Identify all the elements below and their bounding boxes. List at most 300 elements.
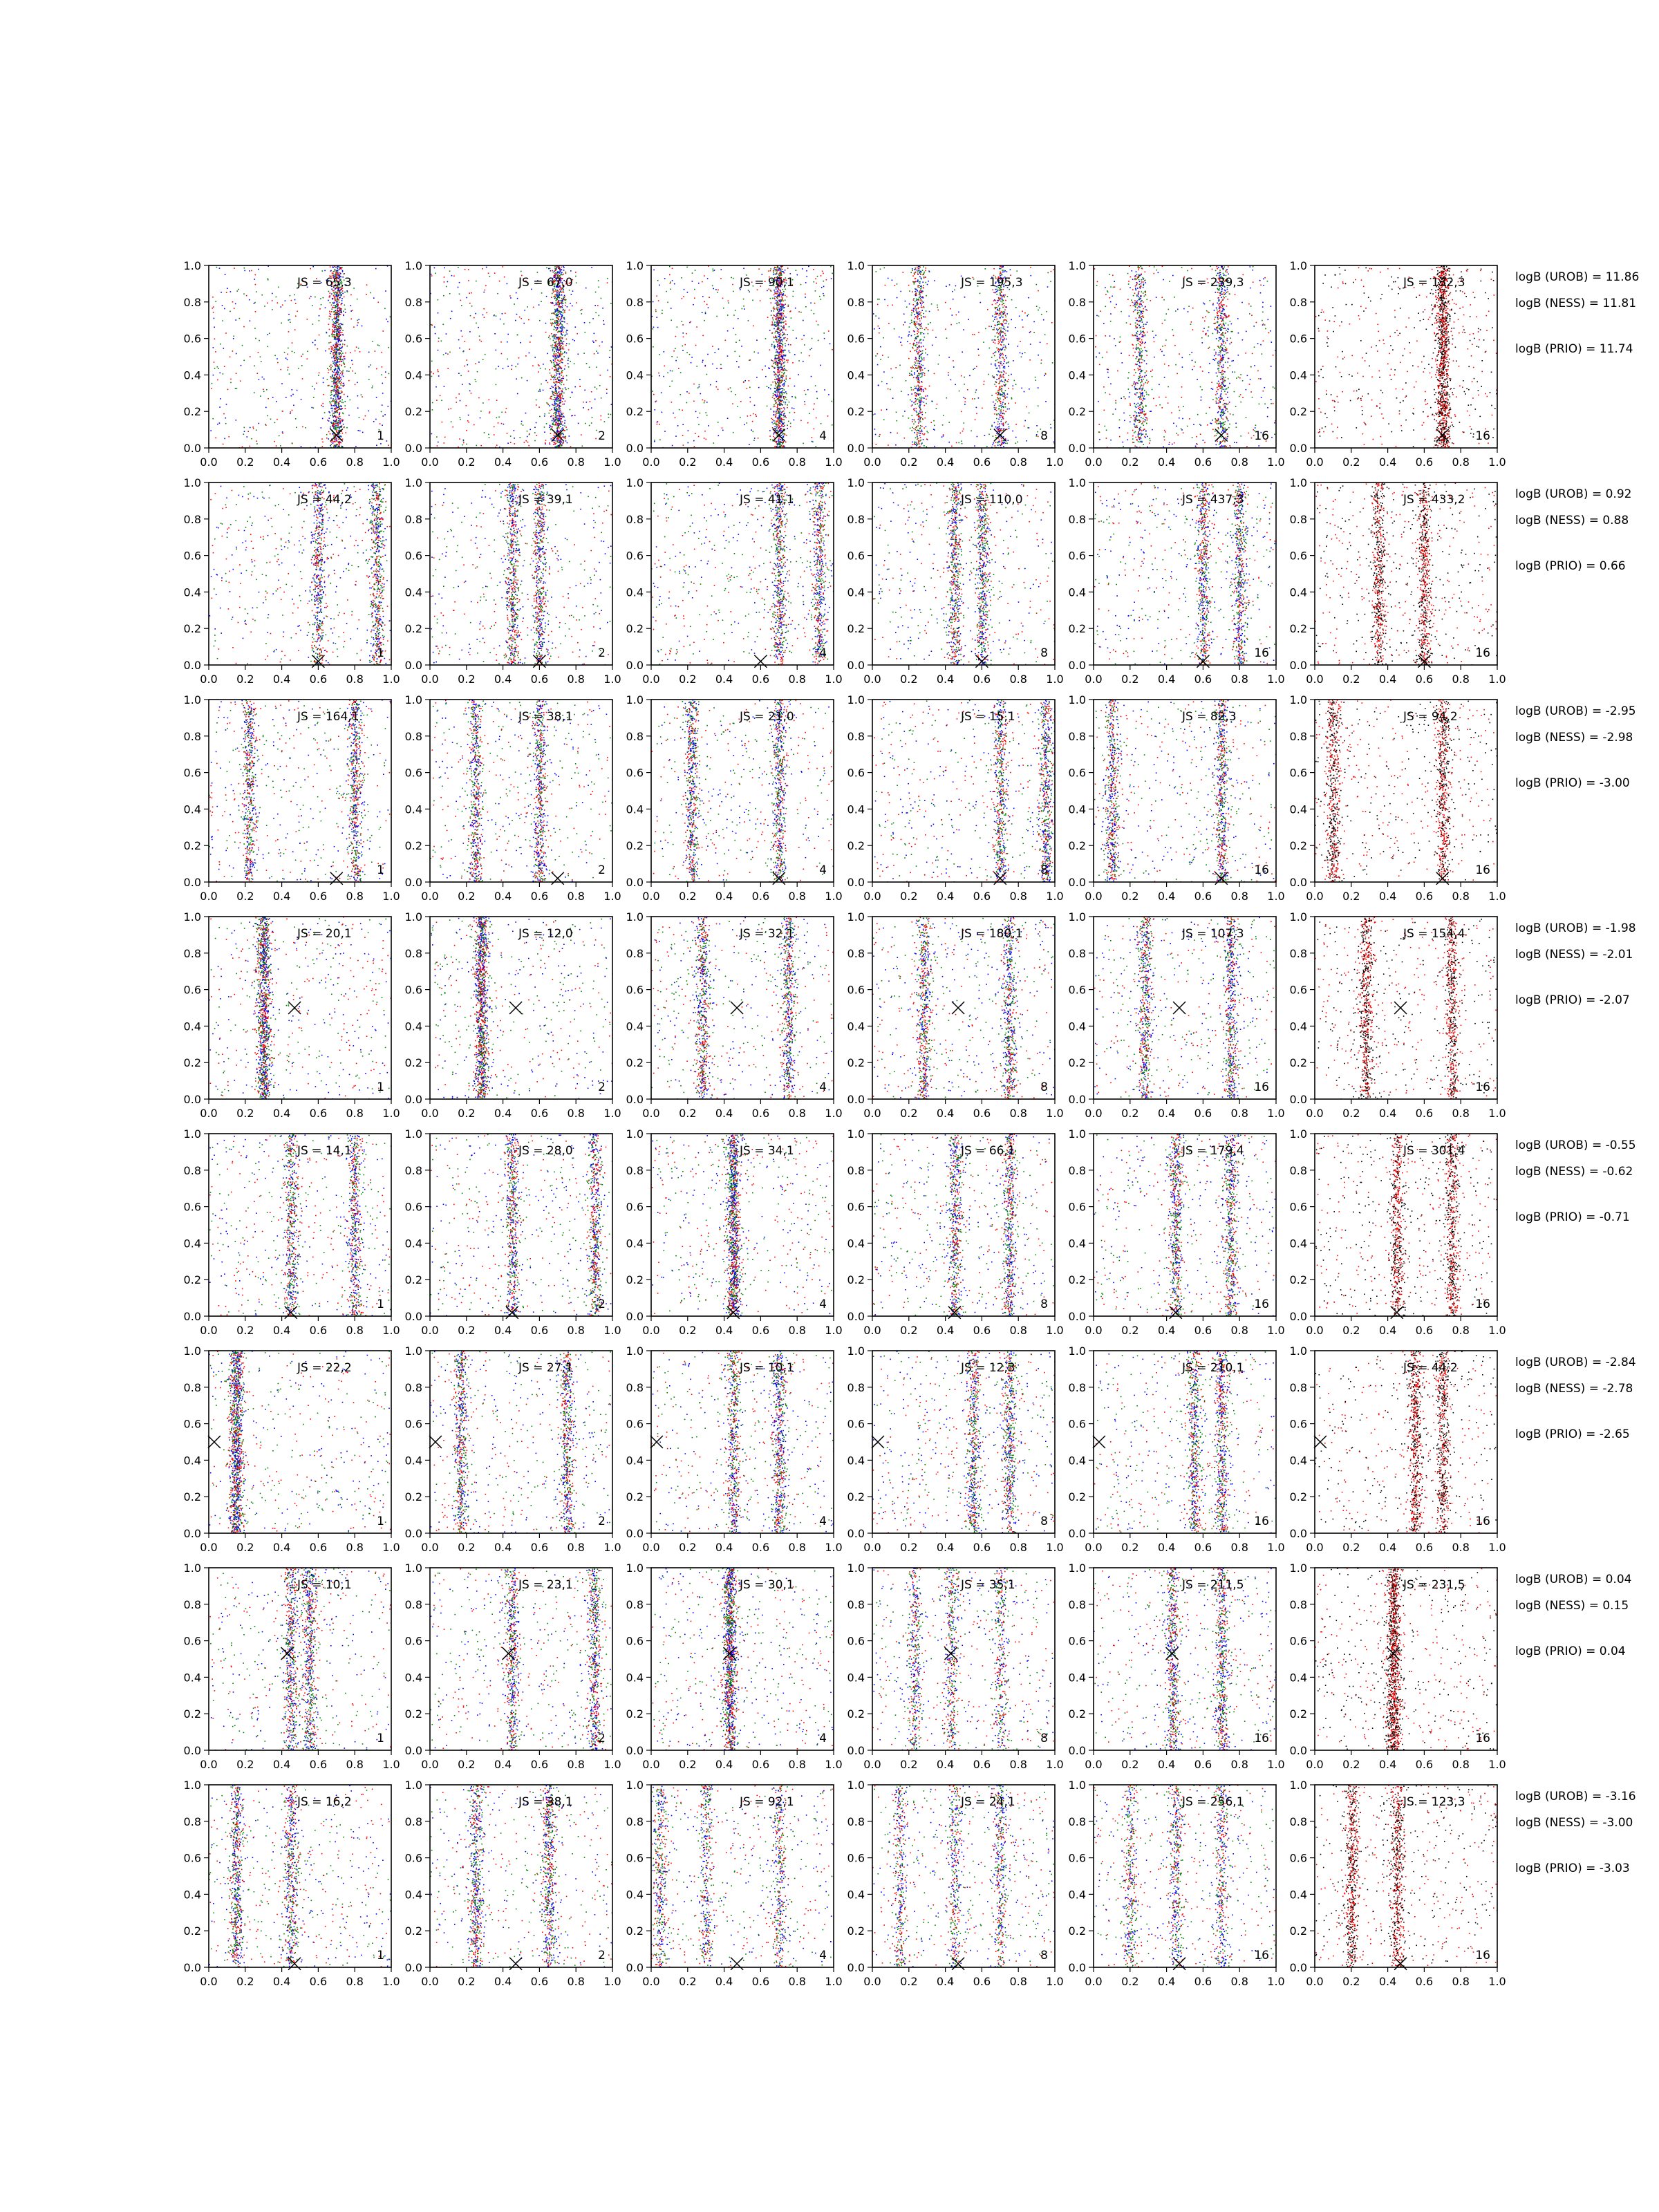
scatter-point — [778, 383, 780, 384]
scatter-point — [778, 320, 780, 321]
scatter-point — [816, 321, 817, 322]
scatter-point — [224, 438, 225, 440]
scatter-point — [917, 363, 919, 364]
scatter-point — [337, 411, 338, 413]
scatter-point — [558, 318, 559, 319]
scatter-point — [331, 401, 332, 402]
scatter-point — [787, 371, 788, 372]
scatter-point — [388, 444, 389, 446]
scatter-point — [341, 340, 343, 341]
scatter-point — [779, 308, 780, 310]
scatter-point — [774, 299, 776, 300]
scatter-point — [780, 392, 782, 393]
scatter-point — [340, 273, 341, 274]
scatter-point — [335, 336, 336, 337]
scatter-point — [214, 327, 215, 328]
scatter-point — [549, 427, 550, 429]
scatter-point — [546, 296, 547, 297]
scatter-point — [916, 360, 917, 362]
scatter-point — [312, 266, 314, 268]
scatter-point — [337, 374, 338, 375]
scatter-point — [254, 279, 256, 280]
scatter-point — [952, 315, 953, 316]
scatter-point — [230, 291, 232, 292]
scatter-point — [780, 355, 782, 356]
scatter-point — [780, 307, 782, 308]
scatter-point — [335, 296, 336, 297]
scatter-point — [564, 422, 565, 424]
scatter-point — [777, 357, 778, 359]
scatter-point — [558, 425, 559, 427]
scatter-point — [244, 427, 245, 429]
scatter-point — [684, 344, 686, 346]
scatter-point — [265, 407, 267, 409]
scatter-point — [580, 310, 581, 311]
scatter-point — [780, 294, 781, 296]
scatter-point — [557, 377, 559, 379]
scatter-point — [285, 300, 286, 301]
scatter-point — [561, 298, 563, 299]
scatter-point — [599, 346, 601, 347]
scatter-point — [777, 393, 778, 394]
scatter-point — [704, 438, 705, 439]
scatter-point — [756, 415, 757, 417]
scatter-point — [774, 375, 776, 376]
scatter-point — [558, 314, 559, 315]
scatter-point — [732, 403, 733, 404]
scatter-point — [498, 366, 499, 367]
scatter-point — [924, 273, 925, 274]
scatter-point — [758, 438, 759, 439]
scatter-point — [243, 433, 245, 435]
scatter-point — [777, 308, 778, 310]
scatter-point — [337, 378, 338, 379]
scatter-point — [340, 348, 341, 349]
scatter-point — [670, 281, 671, 283]
scatter-point — [496, 368, 497, 370]
scatter-point — [272, 309, 273, 310]
scatter-point — [549, 442, 550, 444]
scatter-point — [335, 397, 337, 398]
scatter-point — [780, 329, 782, 330]
scatter-point — [560, 300, 561, 301]
scatter-point — [566, 353, 568, 354]
scatter-point — [914, 364, 915, 366]
scatter-point — [554, 405, 556, 406]
scatter-point — [873, 313, 874, 315]
scatter-point — [338, 439, 339, 440]
scatter-point — [442, 324, 444, 326]
scatter-point — [332, 361, 334, 362]
scatter-point — [332, 267, 333, 268]
scatter-point — [334, 439, 335, 440]
scatter-point — [915, 359, 916, 360]
y-tick-label: 0.0 — [626, 442, 644, 455]
scatter-point — [548, 337, 550, 338]
scatter-point — [751, 429, 752, 431]
scatter-point — [997, 339, 999, 340]
scatter-point — [574, 415, 576, 416]
scatter-point — [995, 308, 996, 310]
scatter-point — [330, 292, 331, 294]
scatter-point — [339, 416, 341, 418]
scatter-point — [498, 422, 499, 424]
scatter-point — [243, 360, 245, 362]
scatter-point — [785, 433, 786, 435]
scatter-point — [357, 395, 359, 397]
scatter-point — [815, 279, 816, 280]
scatter-point — [783, 445, 785, 447]
scatter-point — [235, 319, 236, 321]
scatter-point — [336, 418, 337, 419]
scatter-point — [788, 344, 789, 346]
scatter-point — [250, 446, 251, 447]
scatter-point — [339, 302, 340, 303]
scatter-point — [655, 409, 656, 411]
scatter-point — [328, 372, 329, 373]
scatter-point — [556, 339, 557, 340]
scatter-point — [579, 379, 581, 380]
scatter-point — [557, 415, 559, 417]
scatter-point — [552, 322, 554, 324]
scatter-point — [554, 447, 556, 448]
scatter-point — [561, 269, 562, 270]
scatter-point — [773, 363, 774, 364]
scatter-point — [780, 401, 782, 402]
scatter-point — [339, 379, 340, 381]
scatter-point — [702, 281, 703, 283]
scatter-point — [547, 382, 549, 384]
scatter-point — [339, 444, 340, 445]
scatter-point — [276, 419, 278, 420]
scatter-point — [334, 379, 335, 381]
scatter-point — [733, 291, 734, 292]
scatter-point — [562, 325, 563, 326]
scatter-point — [529, 433, 530, 435]
scatter-point — [997, 348, 999, 350]
scatter-point — [656, 295, 657, 297]
scatter-point — [780, 421, 782, 422]
scatter-point — [337, 422, 339, 424]
scatter-point — [515, 320, 516, 321]
scatter-point — [489, 413, 490, 414]
scatter-point — [771, 310, 772, 312]
scatter-point — [560, 306, 561, 308]
scatter-point — [244, 270, 245, 272]
scatter-point — [778, 357, 780, 358]
scatter-point — [560, 292, 561, 293]
scatter-point — [562, 397, 563, 399]
scatter-point — [778, 377, 779, 378]
scatter-point — [749, 359, 750, 361]
scatter-point — [337, 301, 339, 302]
scatter-point — [774, 362, 775, 363]
scatter-point — [787, 428, 788, 429]
scatter-point — [563, 298, 565, 299]
scatter-point — [774, 270, 775, 272]
scatter-point — [557, 423, 559, 424]
scatter-point — [713, 269, 714, 270]
scatter-point — [1033, 321, 1035, 323]
scatter-point — [466, 297, 467, 299]
scatter-point — [555, 270, 556, 271]
scatter-point — [774, 337, 775, 339]
scatter-point — [337, 299, 338, 301]
scatter-point — [336, 325, 337, 326]
scatter-point — [339, 339, 341, 341]
y-tick-label: 0.8 — [184, 296, 201, 309]
scatter-point — [782, 269, 783, 270]
scatter-point — [610, 376, 611, 377]
scatter-point — [995, 403, 996, 404]
scatter-point — [479, 336, 480, 337]
scatter-point — [596, 430, 597, 431]
scatter-point — [786, 379, 787, 380]
scatter-point — [556, 381, 557, 382]
scatter-point — [540, 368, 541, 369]
scatter-point — [779, 420, 780, 422]
scatter-point — [458, 267, 459, 268]
scatter-point — [254, 392, 255, 393]
scatter-point — [743, 268, 744, 270]
scatter-point — [337, 268, 339, 269]
scatter-point — [993, 442, 995, 444]
scatter-point — [437, 445, 438, 447]
scatter-point — [566, 339, 568, 340]
scatter-point — [1022, 326, 1024, 328]
scatter-point — [917, 399, 919, 400]
scatter-point — [758, 353, 759, 354]
scatter-point — [771, 344, 773, 346]
panel-count-label: 1 — [377, 429, 384, 443]
scatter-point — [577, 333, 578, 335]
scatter-point — [559, 442, 561, 444]
scatter-point — [262, 377, 263, 378]
scatter-point — [339, 430, 340, 431]
scatter-point — [330, 397, 332, 399]
scatter-point — [334, 435, 335, 436]
scatter-point — [807, 389, 809, 391]
scatter-point — [554, 402, 556, 403]
scatter-point — [662, 310, 663, 311]
scatter-point — [372, 341, 373, 342]
scatter-point — [792, 296, 794, 297]
scatter-point — [782, 380, 783, 382]
scatter-point — [471, 306, 473, 307]
scatter-point — [923, 372, 924, 373]
scatter-point — [370, 292, 371, 294]
scatter-point — [769, 430, 771, 431]
scatter-point — [804, 344, 805, 346]
scatter-point — [595, 312, 597, 314]
scatter-point — [776, 326, 778, 327]
scatter-point — [338, 422, 339, 424]
scatter-point — [996, 418, 997, 420]
scatter-point — [333, 305, 335, 306]
scatter-point — [332, 332, 334, 333]
scatter-point — [682, 346, 684, 347]
scatter-point — [335, 329, 337, 330]
scatter-point — [682, 332, 684, 334]
scatter-point — [223, 348, 225, 349]
scatter-point — [917, 321, 918, 323]
scatter-point — [386, 440, 388, 442]
scatter-point — [778, 391, 780, 393]
scatter-point — [496, 350, 497, 351]
scatter-point — [444, 442, 445, 444]
scatter-point — [731, 391, 732, 393]
scatter-point — [657, 422, 658, 423]
scatter-point — [562, 301, 563, 303]
scatter-point — [339, 310, 340, 311]
scatter-point — [775, 400, 776, 402]
scatter-point — [777, 418, 778, 419]
scatter-point — [438, 350, 439, 351]
scatter-point — [381, 374, 382, 375]
scatter-point — [916, 327, 917, 328]
scatter-point — [483, 308, 485, 310]
scatter-point — [220, 373, 221, 374]
scatter-point — [919, 406, 920, 407]
scatter-point — [342, 271, 344, 272]
scatter-point — [999, 268, 1000, 270]
scatter-point — [558, 267, 559, 268]
scatter-point — [554, 366, 555, 367]
scatter-point — [802, 268, 803, 270]
scatter-point — [290, 295, 291, 297]
scatter-point — [373, 297, 375, 299]
scatter-point — [539, 320, 541, 321]
scatter-point — [350, 319, 352, 320]
scatter-point — [340, 373, 341, 374]
scatter-point — [551, 297, 552, 298]
scatter-point — [917, 272, 919, 273]
scatter-point — [559, 316, 560, 317]
y-tick-label: 0.0 — [184, 442, 201, 455]
scatter-point — [791, 396, 793, 397]
scatter-point — [554, 268, 556, 270]
scatter-point — [998, 341, 1000, 342]
scatter-point — [782, 390, 783, 391]
scatter-point — [315, 297, 316, 298]
scatter-point — [765, 376, 767, 377]
scatter-point — [785, 369, 786, 371]
scatter-point — [558, 272, 559, 274]
scatter-point — [555, 367, 556, 368]
scatter-point — [672, 381, 673, 382]
scatter-point — [782, 411, 783, 413]
scatter-point — [823, 295, 825, 297]
scatter-point — [561, 311, 562, 312]
scatter-point — [702, 360, 704, 362]
scatter-point — [926, 399, 927, 400]
scatter-point — [556, 393, 558, 395]
scatter-point — [474, 424, 475, 426]
scatter-point — [558, 392, 559, 393]
scatter-point — [217, 366, 218, 368]
scatter-point — [339, 313, 340, 315]
scatter-point — [516, 378, 517, 379]
scatter-point — [270, 419, 272, 420]
scatter-point — [780, 442, 782, 443]
scatter-point — [336, 404, 337, 405]
scatter-point — [334, 409, 335, 410]
scatter-point — [355, 446, 357, 447]
scatter-point — [342, 290, 344, 292]
scatter-point — [318, 375, 319, 376]
scatter-point — [313, 397, 315, 398]
scatter-point — [551, 438, 552, 440]
scatter-point — [781, 435, 782, 436]
scatter-point — [337, 370, 339, 371]
scatter-point — [563, 266, 564, 268]
scatter-point — [341, 308, 342, 310]
scatter-point — [723, 308, 724, 309]
scatter-point — [388, 347, 389, 348]
scatter-point — [789, 326, 790, 328]
scatter-point — [715, 289, 717, 290]
scatter-point — [998, 306, 1000, 307]
scatter-point — [783, 305, 785, 306]
scatter-point — [564, 368, 565, 370]
scatter-point — [339, 292, 340, 293]
scatter-point — [359, 431, 361, 432]
scatter-point — [277, 362, 279, 364]
scatter-point — [776, 379, 777, 380]
scatter-point — [821, 287, 823, 288]
scatter-point — [460, 300, 462, 301]
scatter-point — [431, 376, 433, 377]
scatter-point — [338, 344, 339, 346]
scatter-point — [372, 387, 373, 388]
scatter-point — [1040, 342, 1041, 344]
scatter-point — [561, 359, 563, 361]
scatter-point — [550, 268, 551, 270]
scatter-point — [921, 346, 922, 348]
scatter-point — [462, 351, 464, 353]
scatter-point — [559, 423, 561, 424]
scatter-point — [783, 386, 785, 387]
scatter-point — [560, 355, 561, 356]
scatter-point — [1001, 386, 1002, 387]
scatter-point — [215, 301, 216, 302]
scatter-point — [388, 373, 390, 375]
scatter-point — [255, 311, 256, 312]
scatter-point — [561, 413, 562, 415]
scatter-point — [334, 395, 335, 396]
scatter-point — [339, 354, 340, 355]
scatter-point — [782, 306, 783, 308]
scatter-point — [790, 423, 791, 424]
scatter-point — [241, 365, 242, 366]
scatter-point — [436, 400, 438, 401]
scatter-point — [559, 272, 561, 273]
scatter-point — [332, 273, 334, 274]
scatter-point — [919, 422, 920, 423]
scatter-point — [749, 397, 751, 399]
scatter-point — [555, 440, 556, 442]
scatter-point — [738, 318, 739, 319]
scatter-point — [295, 316, 297, 317]
scatter-point — [557, 365, 559, 366]
scatter-point — [290, 413, 291, 414]
scatter-point — [555, 341, 556, 343]
scatter-point — [329, 412, 330, 413]
scatter-point — [597, 388, 598, 390]
scatter-point — [336, 388, 337, 390]
scatter-point — [330, 408, 332, 409]
scatter-point — [559, 337, 560, 339]
